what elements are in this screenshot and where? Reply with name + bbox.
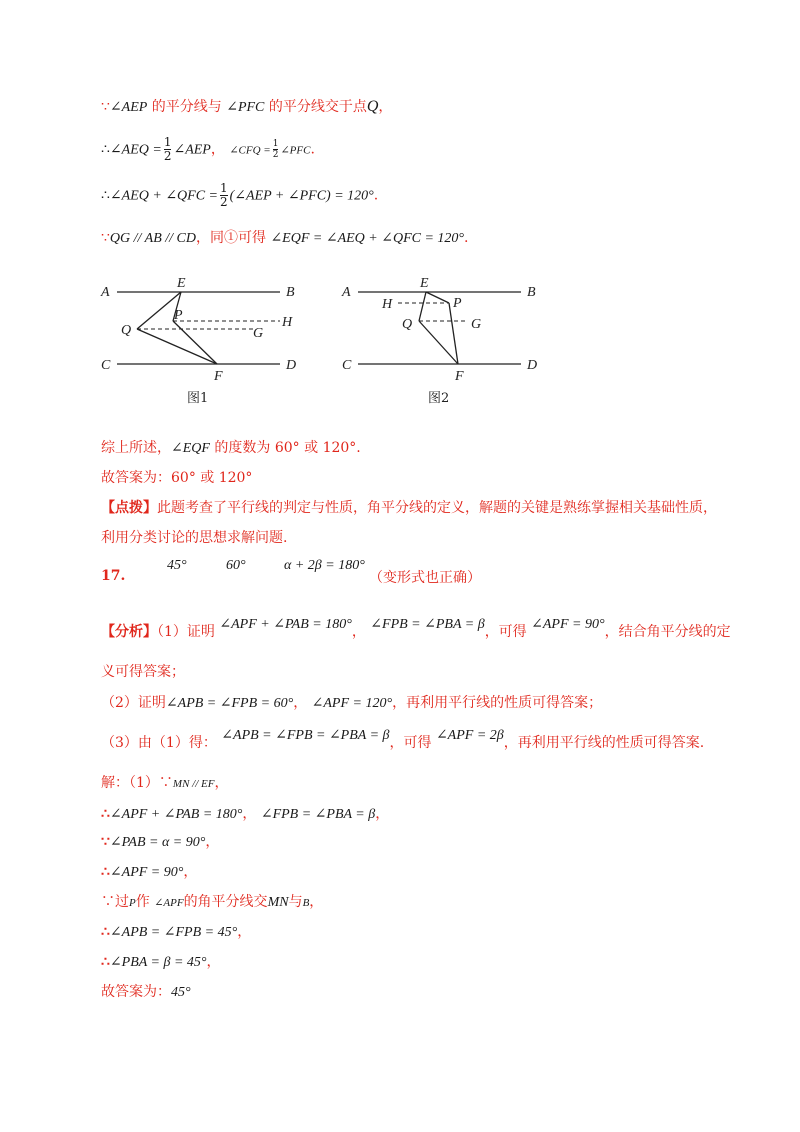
solution-line-8: 故答案为：45° (101, 984, 191, 1000)
solution-line-1: 解：（1）∵MN // EF， (101, 775, 229, 791)
parallel-statement: QG // AB // CD (109, 231, 196, 246)
fig1-label-e: E (177, 276, 186, 291)
therefore-symbol: ∴ (101, 141, 110, 158)
text: ，同①可得 (196, 230, 271, 246)
fig2-label-d: D (527, 358, 538, 373)
tip-text: 此题考查了平行线的判定与性质，角平分线的定义，解题的关键是熟练掌握相关基础性质， (157, 500, 717, 516)
fig1-label-b: B (286, 285, 295, 300)
fig1-label-p: P (174, 308, 183, 323)
angle-pfc: ∠PFC (280, 144, 311, 157)
because-symbol: ∵ (101, 230, 110, 246)
punct: . (464, 230, 469, 246)
fraction-half-small: $\frac{1}{2}$ (272, 139, 279, 160)
fig2-label-h: H (382, 297, 393, 312)
proof-line-1 (101, 97, 392, 118)
solution-line-7: ∴∠PBA = β = 45°， (101, 954, 221, 970)
figure-2 (336, 270, 556, 410)
punct: . (310, 141, 315, 158)
solution-line-3: ∵∠PAB = α = 90°， (101, 834, 220, 850)
solution-line-5: ∵过P作 ∠APF的角平分线交MN与B， (101, 894, 324, 910)
therefore-symbol: ∴ (101, 187, 110, 204)
tip-line-1 (101, 498, 717, 518)
answer-note: （变形式也正确） (369, 570, 481, 586)
fig2-label-q: Q (402, 317, 413, 332)
fraction-half: $\frac{1}{2}$ (220, 181, 228, 209)
fig2-label-p: P (453, 296, 462, 311)
punct: . (373, 187, 379, 204)
proof-line-2 (101, 136, 315, 163)
angle-sum: ∠AEQ + ∠QFC = (109, 188, 218, 204)
punct: ， (378, 99, 393, 115)
question-17-line (101, 558, 701, 586)
angle-eqf: ∠EQF (171, 441, 210, 456)
question-number: 17. (101, 568, 126, 584)
fig1-label-f: F (214, 369, 223, 384)
angle-aep: ∠AEP (173, 142, 211, 158)
proof-line-4 (101, 228, 468, 249)
angle-sum-value: (∠AEP + ∠PFC) = 120° (229, 188, 374, 204)
punct: ， (210, 141, 225, 158)
angle-pfc: ∠PFC (226, 100, 265, 115)
analysis-line-2: （2）证明∠APB = ∠FPB = 60°， ∠APF = 120°，再利用平行线的性质可得答案； (101, 695, 603, 711)
answer-line: 故答案为：60° 或 120° (101, 470, 253, 486)
fraction-half: $\frac{1}{2}$ (163, 135, 172, 163)
solution-line-6: ∴∠APB = ∠FPB = 45°， (101, 924, 252, 940)
fig2-label-b: B (527, 285, 536, 300)
solution-line-4: ∴∠APF = 90°， (101, 864, 198, 880)
fig1-label-q: Q (121, 323, 132, 338)
fig2-label-f: F (455, 369, 464, 384)
angle-cfq: ∠CFQ = (229, 144, 271, 157)
summary-line: 综上所述，∠EQF 的度数为 60° 或 120°. (101, 440, 361, 456)
analysis-label: 【分析】 (101, 624, 157, 640)
analysis-line-1b: 义可得答案； (101, 664, 185, 680)
answer-2: 60° (226, 558, 246, 573)
analysis-line-3: （3）由（1）得： ∠APB = ∠FPB = ∠PBA = β，可得 ∠APF = 2β，再利用平行线的性质可得答案. (101, 728, 705, 751)
proof-line-3 (101, 182, 378, 209)
fig1-label-a: A (101, 285, 110, 300)
fig1-label-h: H (282, 315, 293, 330)
analysis-line-1: 【分析】（1）证明 ∠APF + ∠PAB = 180°， ∠FPB = ∠PBA = β，可得 ∠APF = 90°，结合角平分线的定 (101, 617, 731, 640)
fig2-caption: 图2 (428, 391, 450, 406)
angle-eqf-equation: ∠EQF = ∠AEQ + ∠QFC = 120° (270, 231, 465, 246)
fig1-label-c: C (101, 358, 111, 373)
fig2-label-g: G (471, 317, 482, 332)
point-q: Q (366, 98, 379, 115)
fig1-caption: 图1 (187, 391, 209, 406)
fig1-label-d: D (286, 358, 297, 373)
figure-1 (95, 270, 315, 410)
text: 的平分线与 (147, 99, 227, 115)
tip-label: 【点拨】 (101, 500, 157, 516)
text: 的平分线交于点 (264, 99, 367, 115)
fig2-label-e: E (420, 276, 429, 291)
angle-aep: ∠AEP (109, 100, 148, 115)
angle-aeq: ∠AEQ = (109, 142, 162, 158)
solution-line-2: ∴∠APF + ∠PAB = 180°， ∠FPB = ∠PBA = β， (101, 806, 390, 822)
fig2-label-a: A (342, 285, 351, 300)
because-symbol: ∵ (101, 99, 110, 115)
fig2-label-c: C (342, 358, 352, 373)
answer-1: 45° (167, 558, 187, 573)
tip-line-2: 利用分类讨论的思想求解问题. (101, 530, 288, 546)
fig1-label-g: G (253, 326, 264, 341)
answer-3: α + 2β = 180° (284, 558, 365, 573)
